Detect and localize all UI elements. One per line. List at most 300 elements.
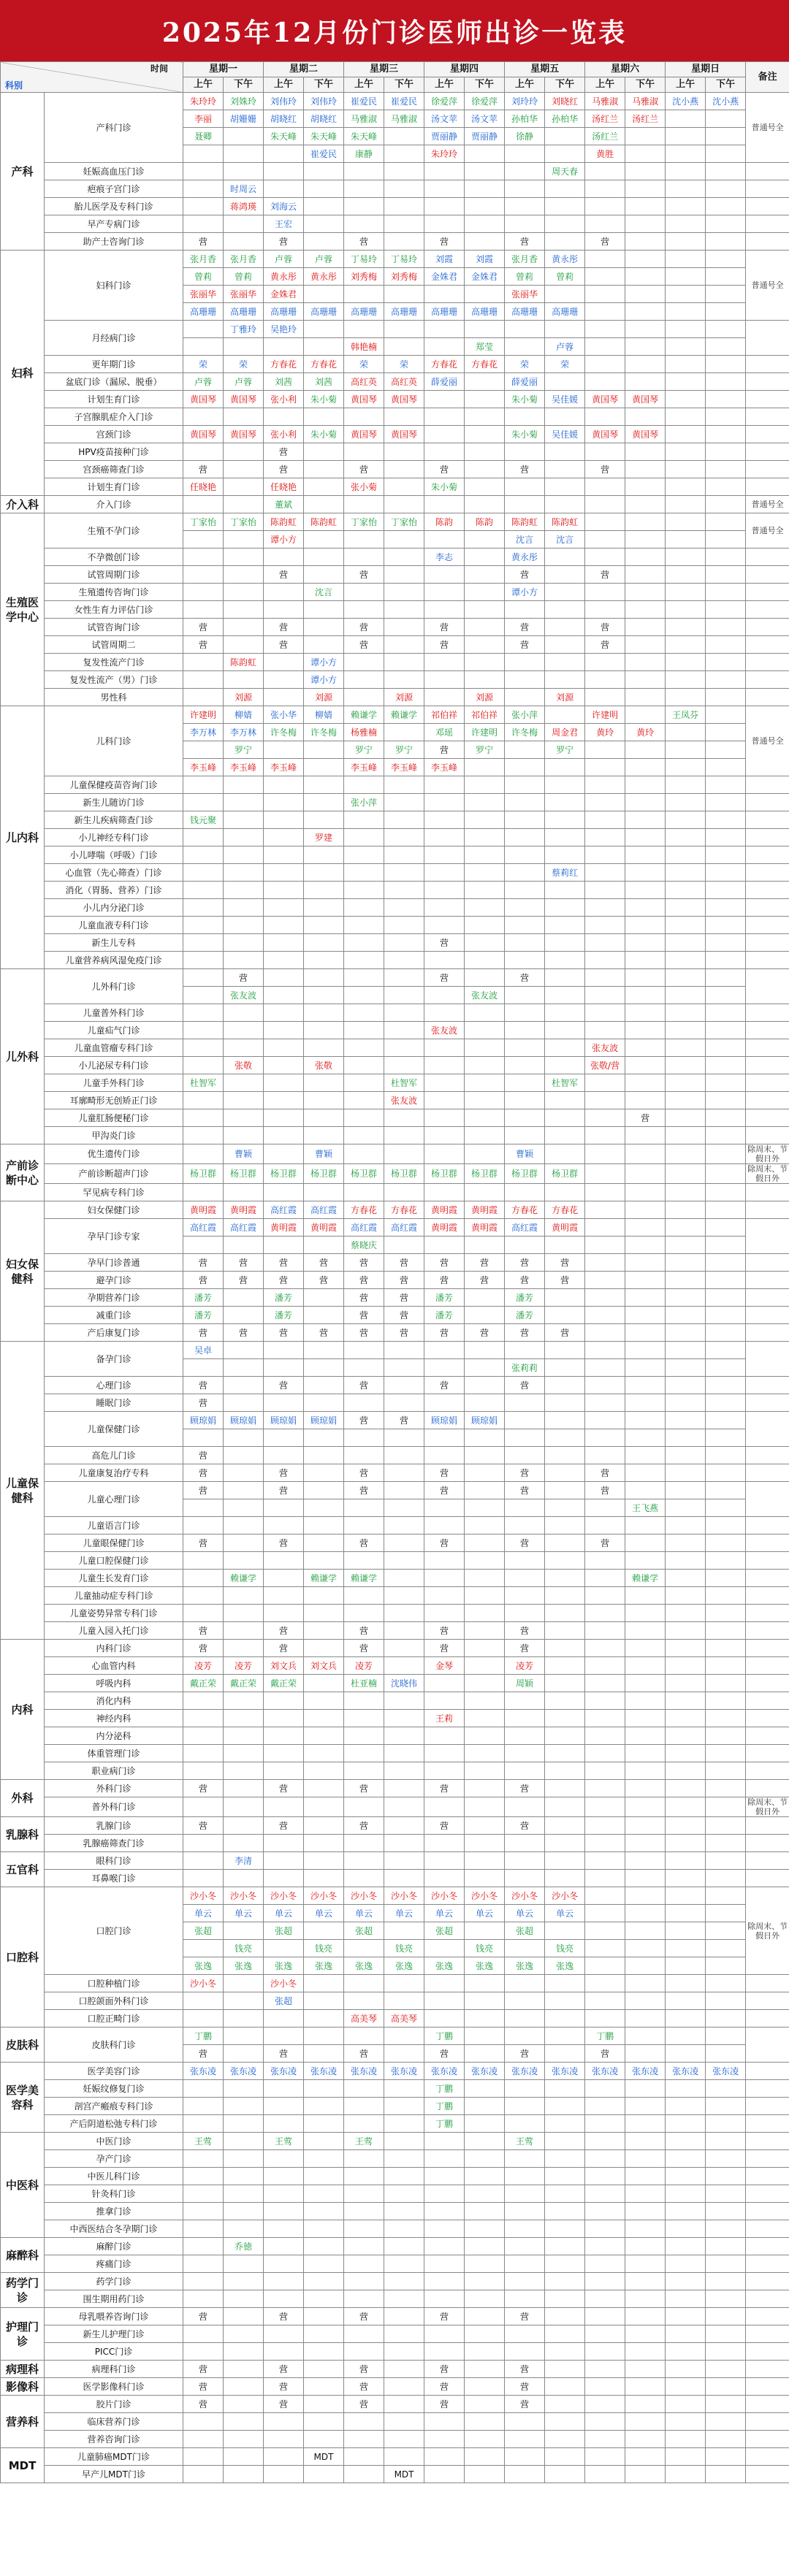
doctor-cell: 刘文兵: [304, 1657, 344, 1675]
doctor-cell: 黄永彤: [545, 251, 585, 268]
doctor-cell: [585, 1127, 625, 1144]
doctor-cell: [666, 584, 706, 601]
doctor-cell: [344, 1022, 384, 1039]
doctor-cell: [264, 2203, 304, 2220]
doctor-cell: 营: [384, 1254, 424, 1272]
doctor-cell: [465, 601, 505, 619]
doctor-cell: [585, 1359, 625, 1377]
doctor-cell: [666, 1975, 706, 1992]
remark-cell: [746, 478, 789, 496]
remark-cell: [746, 2185, 789, 2203]
doctor-cell: 康静: [344, 145, 384, 163]
doctor-cell: [706, 636, 746, 654]
doctor-cell: [224, 2098, 264, 2115]
doctor-cell: 黄明霞: [304, 1219, 344, 1237]
doctor-cell: [224, 846, 264, 864]
doctor-cell: [625, 1342, 666, 1359]
doctor-cell: 谭小方: [505, 584, 545, 601]
clinic-name: 儿童血液专科门诊: [45, 917, 183, 934]
doctor-cell: [264, 1605, 304, 1622]
doctor-cell: [465, 1534, 505, 1552]
doctor-cell: [384, 180, 424, 198]
clinic-name: 复发性流产门诊: [45, 654, 183, 671]
doctor-cell: [706, 2466, 746, 2483]
doctor-cell: [465, 776, 505, 794]
doctor-cell: [465, 917, 505, 934]
doctor-cell: 杨卫群: [424, 1164, 465, 1184]
doctor-cell: 营: [424, 2361, 465, 2378]
doctor-cell: [424, 1762, 465, 1780]
doctor-cell: [224, 1092, 264, 1109]
doctor-cell: 单云: [183, 1905, 224, 1922]
table-row: [1, 321, 789, 338]
doctor-cell: [264, 882, 304, 899]
doctor-cell: [706, 2343, 746, 2361]
doctor-cell: [424, 654, 465, 671]
doctor-cell: [625, 811, 666, 829]
doctor-cell: 高珊珊: [465, 303, 505, 321]
doctor-cell: [424, 1587, 465, 1605]
doctor-cell: 高红霞: [264, 1201, 304, 1219]
doctor-cell: 黄玲: [585, 724, 625, 741]
doctor-cell: 薛爱丽: [505, 373, 545, 391]
doctor-cell: [545, 1092, 585, 1109]
doctor-cell: [224, 1727, 264, 1745]
doctor-cell: [465, 1852, 505, 1870]
doctor-cell: [384, 2413, 424, 2431]
doctor-cell: [264, 2413, 304, 2431]
doctor-cell: [384, 2361, 424, 2378]
doctor-cell: [183, 917, 224, 934]
department-name: 病理科: [1, 2361, 45, 2378]
doctor-cell: [625, 2273, 666, 2290]
doctor-cell: [224, 917, 264, 934]
doctor-cell: [465, 811, 505, 829]
table-row: [1, 1164, 789, 1184]
doctor-cell: [224, 794, 264, 811]
doctor-cell: 单云: [505, 1905, 545, 1922]
doctor-cell: 沙小冬: [424, 1887, 465, 1905]
doctor-cell: 李万林: [183, 724, 224, 741]
doctor-cell: [465, 2133, 505, 2150]
doctor-cell: [304, 1004, 344, 1022]
doctor-cell: [585, 811, 625, 829]
doctor-cell: [384, 2308, 424, 2325]
doctor-cell: [264, 1940, 304, 1957]
doctor-cell: [585, 1272, 625, 1289]
doctor-cell: [384, 724, 424, 741]
clinic-name: 生殖遗传咨询门诊: [45, 584, 183, 601]
doctor-cell: [625, 215, 666, 233]
doctor-cell: [384, 566, 424, 584]
doctor-cell: [545, 321, 585, 338]
doctor-cell: [424, 987, 465, 1004]
doctor-cell: [384, 601, 424, 619]
doctor-cell: 赖谦学: [344, 1570, 384, 1587]
doctor-cell: [424, 1092, 465, 1109]
table-row: [1, 1482, 789, 1499]
doctor-cell: 营: [304, 1272, 344, 1289]
doctor-cell: [304, 1762, 344, 1780]
doctor-cell: [224, 1640, 264, 1657]
doctor-cell: [224, 1797, 264, 1817]
doctor-cell: [304, 198, 344, 215]
remark-cell: [746, 864, 789, 882]
doctor-cell: [585, 215, 625, 233]
doctor-cell: [666, 1144, 706, 1164]
doctor-cell: [183, 496, 224, 513]
doctor-cell: [424, 1394, 465, 1412]
doctor-cell: [625, 2378, 666, 2396]
doctor-cell: [585, 356, 625, 373]
doctor-cell: [424, 1499, 465, 1517]
clinic-name: 营养咨询门诊: [45, 2431, 183, 2448]
doctor-cell: 李玉峰: [224, 759, 264, 776]
doctor-cell: [666, 636, 706, 654]
doctor-cell: [344, 1835, 384, 1852]
doctor-cell: 周天春: [545, 163, 585, 180]
doctor-cell: [183, 882, 224, 899]
doctor-cell: [264, 408, 304, 426]
table-row: [1, 1692, 789, 1710]
doctor-cell: [424, 1074, 465, 1092]
doctor-cell: [706, 2133, 746, 2150]
doctor-cell: [304, 2115, 344, 2133]
doctor-cell: [384, 1587, 424, 1605]
doctor-cell: [666, 1289, 706, 1307]
department-name: 护理门诊: [1, 2308, 45, 2361]
doctor-cell: [666, 408, 706, 426]
doctor-cell: [545, 1835, 585, 1852]
doctor-cell: [545, 1870, 585, 1887]
clinic-name: 耳廓畸形无创矫正门诊: [45, 1092, 183, 1109]
doctor-cell: [183, 2448, 224, 2466]
doctor-cell: [183, 531, 224, 549]
doctor-cell: [344, 1762, 384, 1780]
doctor-cell: [384, 1004, 424, 1022]
doctor-cell: [625, 882, 666, 899]
doctor-cell: 曾莉: [224, 268, 264, 286]
doctor-cell: 沙小冬: [304, 1887, 344, 1905]
doctor-cell: [304, 1992, 344, 2010]
doctor-cell: 张友波: [384, 1092, 424, 1109]
doctor-cell: [224, 1184, 264, 1201]
doctor-cell: [224, 2133, 264, 2150]
doctor-cell: 沙小冬: [224, 1887, 264, 1905]
doctor-cell: [224, 2343, 264, 2361]
doctor-cell: [344, 2255, 384, 2273]
doctor-cell: [264, 1727, 304, 1745]
doctor-cell: [264, 2238, 304, 2255]
doctor-cell: 营: [264, 1324, 304, 1342]
doctor-cell: [384, 338, 424, 356]
doctor-cell: [585, 198, 625, 215]
table-row: [1, 1109, 789, 1127]
doctor-cell: [465, 2027, 505, 2045]
doctor-cell: [545, 496, 585, 513]
remark-cell: [746, 2448, 789, 2466]
doctor-cell: [505, 882, 545, 899]
schedule-table: [0, 61, 789, 2483]
doctor-cell: [304, 1622, 344, 1640]
doctor-cell: 罗建: [304, 829, 344, 846]
doctor-cell: [706, 584, 746, 601]
doctor-cell: [465, 2220, 505, 2238]
doctor-cell: [224, 1499, 264, 1517]
doctor-cell: 赖谦学: [344, 706, 384, 724]
clinic-name: 疤痕子宫门诊: [45, 180, 183, 198]
doctor-cell: [666, 794, 706, 811]
doctor-cell: [384, 2343, 424, 2361]
doctor-cell: [666, 1780, 706, 1797]
table-row: [1, 2466, 789, 2483]
doctor-cell: [465, 1447, 505, 1464]
doctor-cell: 时周云: [224, 180, 264, 198]
doctor-cell: [304, 1289, 344, 1307]
clinic-name: 儿童心理门诊: [45, 1482, 183, 1517]
doctor-cell: [585, 1957, 625, 1975]
doctor-cell: [304, 1727, 344, 1745]
doctor-cell: [505, 2115, 545, 2133]
table-row: [1, 215, 789, 233]
doctor-cell: [384, 1429, 424, 1447]
remark-cell: [746, 969, 789, 1004]
doctor-cell: [706, 1957, 746, 1975]
doctor-cell: [424, 811, 465, 829]
doctor-cell: [625, 2396, 666, 2413]
doctor-cell: [465, 2413, 505, 2431]
doctor-cell: 黄国琴: [183, 391, 224, 408]
doctor-cell: [384, 2273, 424, 2290]
doctor-cell: [666, 531, 706, 549]
clinic-name: 普外科门诊: [45, 1797, 183, 1817]
doctor-cell: [706, 1057, 746, 1074]
doctor-cell: [465, 882, 505, 899]
doctor-cell: [384, 461, 424, 478]
doctor-cell: [183, 864, 224, 882]
doctor-cell: [706, 601, 746, 619]
doctor-cell: [545, 1464, 585, 1482]
table-row: [1, 443, 789, 461]
doctor-cell: [545, 2308, 585, 2325]
doctor-cell: [224, 1039, 264, 1057]
doctor-cell: [264, 2466, 304, 2483]
doctor-cell: [706, 811, 746, 829]
doctor-cell: 方春花: [304, 356, 344, 373]
remark-cell: [746, 2220, 789, 2238]
doctor-cell: [384, 619, 424, 636]
doctor-cell: 营: [344, 1289, 384, 1307]
doctor-cell: [424, 1342, 465, 1359]
doctor-cell: [304, 1429, 344, 1447]
doctor-cell: [706, 1219, 746, 1237]
doctor-cell: 谭小方: [304, 654, 344, 671]
doctor-cell: [183, 689, 224, 706]
doctor-cell: 营: [264, 619, 304, 636]
doctor-cell: [505, 1342, 545, 1359]
doctor-cell: [465, 2396, 505, 2413]
doctor-cell: 黄永彤: [505, 549, 545, 566]
doctor-cell: [384, 198, 424, 215]
doctor-cell: [304, 496, 344, 513]
doctor-cell: [344, 811, 384, 829]
doctor-cell: [304, 2396, 344, 2413]
doctor-cell: [264, 1127, 304, 1144]
table-row: [1, 1727, 789, 1745]
doctor-cell: [625, 303, 666, 321]
doctor-cell: 营: [183, 233, 224, 251]
doctor-cell: [706, 1412, 746, 1429]
doctor-cell: [505, 601, 545, 619]
doctor-cell: [625, 1429, 666, 1447]
doctor-cell: 杨卫群: [344, 1164, 384, 1184]
doctor-cell: [465, 1745, 505, 1762]
doctor-cell: [264, 2431, 304, 2448]
doctor-cell: 营: [344, 1272, 384, 1289]
table-row: [1, 2413, 789, 2431]
doctor-cell: [706, 496, 746, 513]
doctor-cell: [224, 233, 264, 251]
table-row: [1, 2133, 789, 2150]
doctor-cell: [625, 2115, 666, 2133]
doctor-cell: [384, 2150, 424, 2168]
doctor-cell: 朱小菊: [304, 391, 344, 408]
table-row: [1, 1710, 789, 1727]
doctor-cell: [505, 1412, 545, 1429]
table-row: [1, 811, 789, 829]
doctor-cell: [625, 636, 666, 654]
doctor-cell: [224, 549, 264, 566]
doctor-cell: [585, 2308, 625, 2325]
doctor-cell: [183, 198, 224, 215]
doctor-cell: 马雅淑: [625, 93, 666, 110]
doctor-cell: [666, 1710, 706, 1727]
remark-cell: [746, 2431, 789, 2448]
doctor-cell: [304, 1184, 344, 1201]
doctor-cell: 赖谦学: [625, 1570, 666, 1587]
doctor-cell: [666, 180, 706, 198]
doctor-cell: [424, 2413, 465, 2431]
doctor-cell: [424, 391, 465, 408]
table-row: [1, 776, 789, 794]
doctor-cell: 高美琴: [384, 2010, 424, 2027]
doctor-cell: [505, 917, 545, 934]
doctor-cell: [183, 654, 224, 671]
doctor-cell: [545, 1692, 585, 1710]
doctor-cell: 高珊珊: [224, 303, 264, 321]
doctor-cell: 朱玲玲: [183, 93, 224, 110]
doctor-cell: [706, 829, 746, 846]
doctor-cell: [666, 1464, 706, 1482]
doctor-cell: [465, 2115, 505, 2133]
doctor-cell: [625, 128, 666, 145]
doctor-cell: 蔡晓庆: [344, 1237, 384, 1254]
doctor-cell: [706, 1940, 746, 1957]
doctor-cell: [545, 2098, 585, 2115]
doctor-cell: [465, 2448, 505, 2466]
doctor-cell: [465, 2378, 505, 2396]
table-row: [1, 1144, 789, 1164]
table-row: [1, 2396, 789, 2413]
doctor-cell: 方春花: [384, 1201, 424, 1219]
doctor-cell: [304, 1482, 344, 1499]
doctor-cell: [625, 1092, 666, 1109]
doctor-cell: 潘芳: [505, 1307, 545, 1324]
doctor-cell: 营: [424, 636, 465, 654]
doctor-cell: 营: [585, 636, 625, 654]
doctor-cell: [344, 1144, 384, 1164]
doctor-cell: 营: [264, 1780, 304, 1797]
doctor-cell: [304, 864, 344, 882]
department-name: 儿童保健科: [1, 1342, 45, 1640]
doctor-cell: [585, 1517, 625, 1534]
doctor-cell: [706, 1835, 746, 1852]
remark-cell: 除周末、节假日外: [746, 1797, 789, 1817]
doctor-cell: [183, 1852, 224, 1870]
doctor-cell: 韩艳楠: [344, 338, 384, 356]
day-thursday: 星期四: [424, 62, 505, 77]
doctor-cell: [224, 1835, 264, 1852]
doctor-cell: [264, 163, 304, 180]
doctor-cell: 张月香: [183, 251, 224, 268]
table-row: [1, 566, 789, 584]
doctor-cell: 营: [344, 1534, 384, 1552]
remark-cell: [746, 2010, 789, 2027]
doctor-cell: [666, 1622, 706, 1640]
doctor-cell: 营: [183, 2396, 224, 2413]
doctor-cell: [706, 2413, 746, 2431]
doctor-cell: [465, 1359, 505, 1377]
doctor-cell: [505, 198, 545, 215]
doctor-cell: [505, 2290, 545, 2308]
doctor-cell: [625, 1835, 666, 1852]
doctor-cell: [585, 1219, 625, 1237]
doctor-cell: [304, 1692, 344, 1710]
clinic-name: 女性生育力评估门诊: [45, 601, 183, 619]
doctor-cell: 营: [344, 1817, 384, 1835]
doctor-cell: [625, 1587, 666, 1605]
doctor-cell: 单云: [384, 1905, 424, 1922]
doctor-cell: [625, 1324, 666, 1342]
doctor-cell: [344, 443, 384, 461]
doctor-cell: [505, 654, 545, 671]
doctor-cell: [424, 1727, 465, 1745]
doctor-cell: [706, 303, 746, 321]
doctor-cell: 黄明霞: [264, 1219, 304, 1237]
doctor-cell: [183, 1092, 224, 1109]
doctor-cell: [224, 1074, 264, 1092]
doctor-cell: [545, 952, 585, 969]
doctor-cell: 营: [264, 1534, 304, 1552]
clinic-name: 妊娠高血压门诊: [45, 163, 183, 180]
doctor-cell: [706, 724, 746, 741]
doctor-cell: [666, 1887, 706, 1905]
doctor-cell: [706, 1975, 746, 1992]
clinic-name: 高危儿门诊: [45, 1447, 183, 1464]
doctor-cell: [304, 1640, 344, 1657]
doctor-cell: [304, 1534, 344, 1552]
doctor-cell: [585, 1657, 625, 1675]
remark-cell: [746, 1092, 789, 1109]
remark-cell: [746, 1870, 789, 1887]
doctor-cell: [304, 1975, 344, 1992]
doctor-cell: [625, 1377, 666, 1394]
doctor-cell: [545, 1289, 585, 1307]
doctor-cell: [545, 584, 585, 601]
table-row: [1, 2150, 789, 2168]
doctor-cell: 卢蓉: [183, 373, 224, 391]
doctor-cell: [344, 286, 384, 303]
